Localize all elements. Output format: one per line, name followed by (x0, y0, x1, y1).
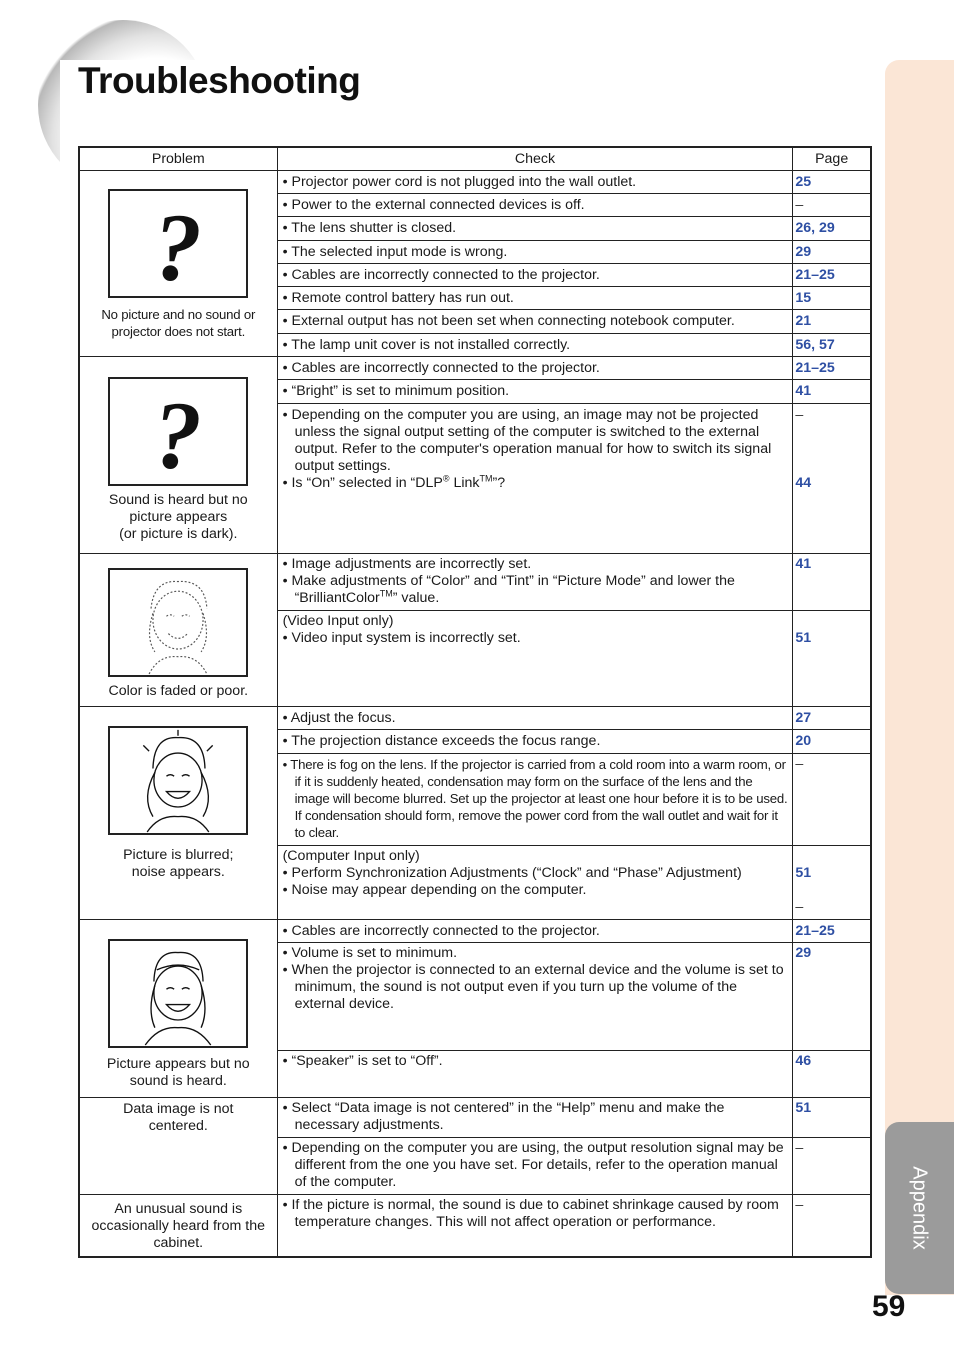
page-link[interactable]: 41 (795, 383, 812, 399)
check-text: • Remote control battery has run out. (277, 287, 793, 310)
table-row (79, 1195, 871, 1257)
check-text: • Perform Synchronization Adjustments (“Clock” and “Phase” Adjustment) (282, 865, 742, 881)
check-text: • If the picture is normal, the sound is due to cabinet shrinkage caused by room temperature changes. This will not affect operation or performance. (282, 1197, 779, 1230)
check-text: • The projection distance exceeds the focus range. (277, 730, 793, 754)
check-text: • Make adjustments of “Color” and “Tint” in “Picture Mode” and lower the “BrilliantColor™” value. (282, 573, 735, 606)
check-note: (Video Input only) (282, 613, 394, 629)
check-text: • The lamp unit cover is not installed correctly. (277, 334, 793, 357)
check-text: • Cables are incorrectly connected to the projector. (277, 264, 793, 287)
check-text: • Projector power cord is not plugged into the wall outlet. (277, 171, 793, 194)
page-link[interactable]: 41 (795, 556, 812, 572)
header-problem: Problem (79, 147, 277, 171)
table-row (79, 171, 871, 194)
problem-text: Color is faded or poor. (108, 683, 249, 699)
check-text: • The lens shutter is closed. (277, 217, 793, 241)
page-link[interactable]: 20 (795, 733, 812, 749)
table-row (79, 707, 871, 730)
problem-cell (79, 171, 277, 357)
page-value: – (795, 1197, 804, 1213)
check-text: • Depending on the computer you are using, the output resolution signal may be different from the one you have set. For details, refer to the operation manual of the computer. (282, 1140, 784, 1190)
question-mark-illustration-icon (108, 377, 248, 486)
page-number: 59 (872, 1290, 906, 1323)
page-link[interactable]: 51 (795, 630, 812, 646)
page-link[interactable]: 21–25 (795, 266, 835, 283)
problem-text: An unusual sound is occasionally heard from the cabinet. (91, 1201, 266, 1252)
page-link[interactable]: 56, 57 (795, 336, 835, 353)
page-link[interactable]: 21–25 (795, 359, 835, 376)
page-value: – (795, 899, 804, 915)
check-cell (277, 846, 793, 920)
page-title: Troubleshooting (78, 60, 361, 101)
page-value: – (795, 407, 804, 423)
page-link[interactable]: 25 (795, 173, 812, 190)
check-cell (277, 1098, 793, 1138)
check-cell (277, 1195, 793, 1257)
check-cell (277, 1138, 793, 1195)
check-text: • Noise may appear depending on the computer. (282, 882, 587, 898)
page-link[interactable]: 51 (795, 1100, 812, 1116)
page-link[interactable]: 21–25 (795, 922, 835, 939)
check-text: • Adjust the focus. (277, 707, 793, 730)
page-link[interactable]: 21 (795, 313, 812, 329)
girl-face-illustration-icon (108, 939, 248, 1048)
problem-text-line: Picture appears but no (106, 1056, 250, 1072)
page-link[interactable]: 29 (795, 243, 812, 260)
problem-text: Data image is not centered. (123, 1101, 234, 1134)
check-note: (Computer Input only) (282, 848, 420, 864)
check-text: • Video input system is incorrectly set. (282, 630, 521, 646)
table-row (79, 357, 871, 380)
header-page: Page (793, 147, 871, 171)
check-text: • Cables are incorrectly connected to the projector. (277, 357, 793, 380)
check-text: • When the projector is connected to an external device and the volume is set to minimum, the sound is not output even if you turn up the volume of the external device. (282, 962, 784, 1012)
table-header-row (79, 147, 871, 171)
table-row (79, 920, 871, 943)
check-text: • External output has not been set when connecting notebook computer. (277, 310, 793, 334)
check-text: • Select “Data image is not centered” in the “Help” menu and make the necessary adjustments. (282, 1100, 725, 1133)
problem-text-line: Sound is heard but no (108, 492, 248, 508)
check-text: • “Speaker” is set to “Off”. (282, 1053, 443, 1069)
check-cell (277, 754, 793, 846)
check-text: • Depending on the computer you are using, an image may not be projected unless the signal output setting of the computer is switched to the external output. Refer to the computer's operation manual for how to switch its signal output settings. (282, 407, 772, 474)
appendix-tab-label: Appendix (908, 1166, 931, 1250)
table-row (79, 1098, 871, 1138)
check-text: • Power to the external connected devices is off. (277, 194, 793, 217)
problem-cell (79, 920, 277, 1098)
check-cell (277, 611, 793, 707)
page-link[interactable]: 29 (795, 945, 812, 961)
problem-text-line: noise appears. (131, 864, 225, 880)
svg-text:?: ? (154, 381, 203, 484)
check-text: • “Bright” is set to minimum position. (277, 380, 793, 404)
svg-text:?: ? (154, 193, 203, 296)
problem-cell (79, 707, 277, 920)
page-link[interactable]: 44 (795, 475, 812, 491)
page-value: – (795, 756, 804, 772)
problem-text-line: Picture is blurred; (123, 847, 234, 863)
table-row (79, 554, 871, 611)
page-link[interactable]: 27 (795, 709, 812, 726)
check-text-dlp: • Is “On” selected in “DLP® Link™”? (282, 473, 506, 491)
problem-cell (79, 1195, 277, 1257)
side-tab-background (885, 60, 954, 1295)
problem-text-line: sound is heard. (129, 1073, 227, 1089)
problem-text: No picture and no sound or projector does not start. (101, 307, 256, 339)
problem-text-line: (or picture is dark). (119, 526, 238, 542)
problem-cell (79, 1098, 277, 1195)
check-text: • There is fog on the lens. If the projector is carried from a cold room into a warm room, or if it is suddenly heated, condensation may form on the surface of the lens and the image will become blurred. Set up the projector at least one hour before it is to be used. If condensation should form, remove the power cord from the wall outlet and wait for it to clear. (282, 757, 788, 840)
troubleshooting-table (78, 146, 872, 1258)
question-mark-illustration-icon (108, 189, 248, 298)
page-link[interactable]: 51 (795, 865, 812, 881)
page-value: – (795, 1140, 804, 1156)
girl-face-illustration-icon (108, 568, 248, 677)
check-cell (277, 554, 793, 611)
page-link[interactable]: 46 (795, 1053, 812, 1069)
page-link[interactable]: 26, 29 (795, 220, 835, 236)
check-cell (277, 1051, 793, 1098)
problem-cell (79, 357, 277, 554)
page-value: – (795, 196, 804, 213)
check-text: • Cables are incorrectly connected to the projector. (277, 920, 793, 943)
problem-cell (79, 554, 277, 707)
check-text: • Image adjustments are incorrectly set. (282, 556, 532, 572)
check-text: • Volume is set to minimum. (282, 945, 458, 961)
check-cell (277, 404, 793, 554)
check-text: • The selected input mode is wrong. (277, 241, 793, 264)
page-link[interactable]: 15 (795, 289, 812, 306)
check-cell (277, 943, 793, 1051)
header-check: Check (277, 147, 793, 171)
girl-face-illustration-icon (108, 726, 248, 835)
problem-text-line: picture appears (129, 509, 228, 525)
